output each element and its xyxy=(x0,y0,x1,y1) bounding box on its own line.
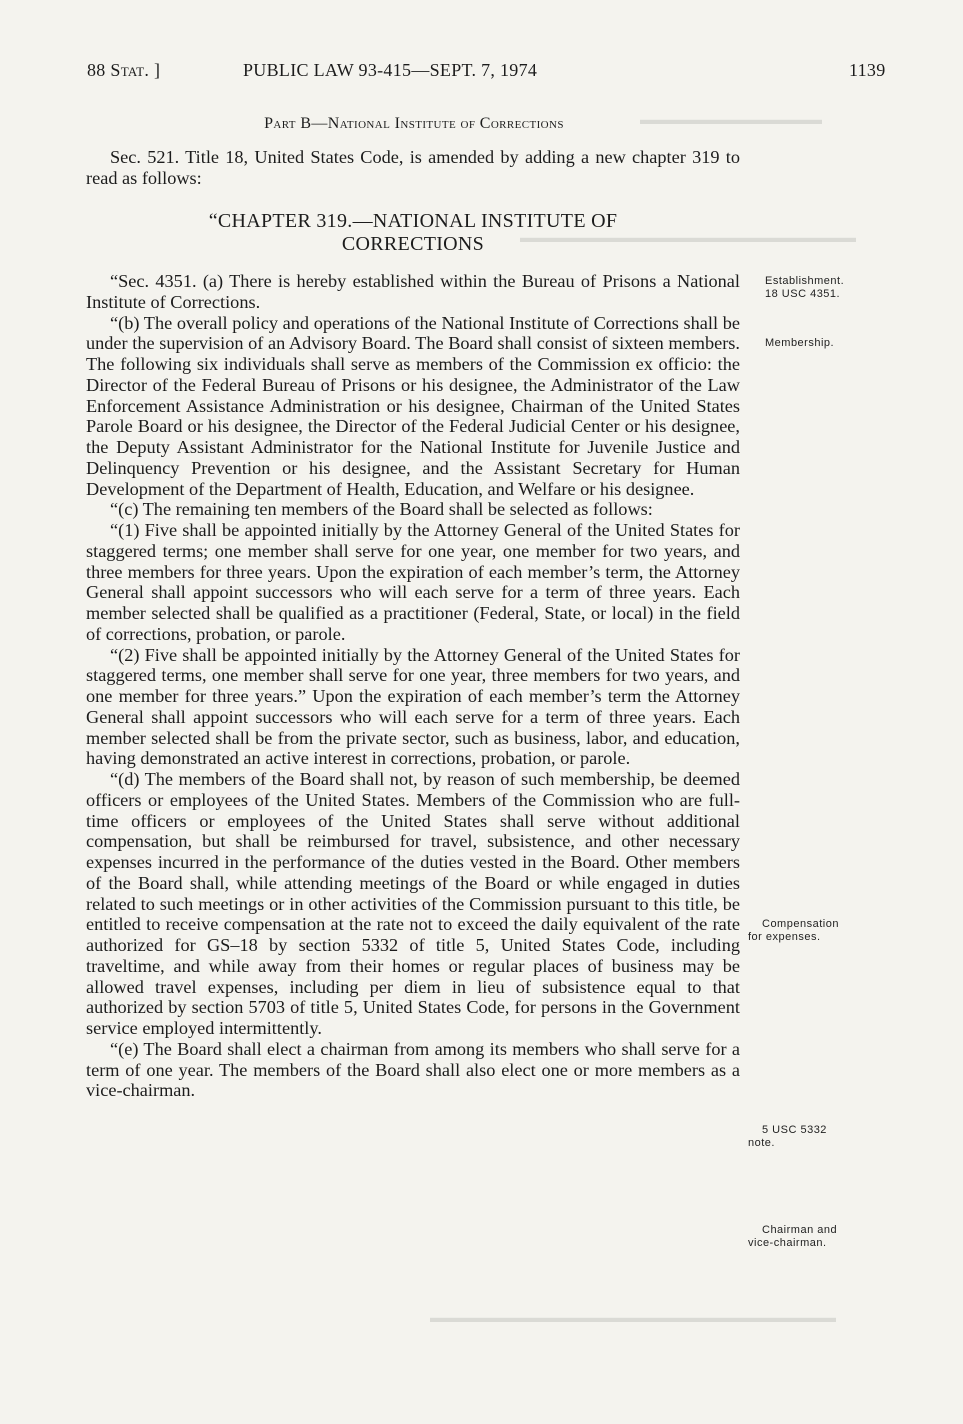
margin-note-compensation xyxy=(748,918,888,944)
chapter-heading xyxy=(86,210,740,256)
chapter-heading-line-2: CORRECTIONS xyxy=(341,233,485,255)
paragraph-c2: “(2) Five shall be appointed initially by the Attorney General of the United States for staggered terms, one member shall serve for one year, three members for two years, and one member for three years.” Upon the expiration of each member’s term the Attorney General shall appoint successors who will each serve for a term of three years. Each member selected shall be from the private sector, such as business, labor, and education, having demonstrated an active interest in corrections, probation, or parole. xyxy=(86,644,740,769)
margin-note-line: 18 USC 4351. xyxy=(765,288,841,300)
section-body xyxy=(86,271,740,1101)
statute-reference xyxy=(87,60,160,81)
paragraph-a: “Sec. 4351. (a) There is hereby established within the Bureau of Prisons a National Institute of Corrections. xyxy=(86,271,740,312)
paragraph-b: “(b) The overall policy and operations of the National Institute of Corrections shall be under the supervision of an Advisory Board. The Board shall consist of sixteen members. The following six individuals shall serve as members of the Commission ex officio: the Director of the Federal Bureau of Prisons or his designee, the Administrator of the Law Enforcement Assistance Administration or his designee, Chairman of the United States Parole Board or his designee, the Director of the Federal Judicial Center or his designee, the Deputy Assistant Administrator for the National Institute for Juvenile Justice and Delinquency Prevention or his designee, and the Assistant Secretary for Human Development of the Department of Health, Education, and Welfare or his designee. xyxy=(86,312,740,499)
section-intro: Sec. 521. Title 18, United States Code, is amended by adding a new chapter 319 to read as follows: xyxy=(86,147,740,188)
bleed-through-text: ▬▬▬▬▬▬▬▬▬▬▬▬▬▬▬▬▬▬▬▬▬▬▬▬▬▬▬▬▬ xyxy=(430,1311,836,1326)
bleed-through-text: ▬▬▬▬▬▬▬▬▬▬▬▬▬▬▬▬▬▬▬▬▬▬▬▬ xyxy=(520,231,856,246)
margin-note-usc-5332 xyxy=(748,1124,888,1150)
page-number: 1139 xyxy=(849,60,886,80)
margin-note-line: for expenses. xyxy=(748,931,821,943)
margin-note-line: Compensation xyxy=(762,918,839,930)
paragraph-d: “(d) The members of the Board shall not, by reason of such membership, be deemed officers or employees of the United States. Members of the Commission who are full-time officers or employees of the United States shall serve without additional compensation, but shall be reimbursed for travel, subsistence, and other necessary expenses incurred in the performance of the duties vested in the Board. Other members of the Board shall, while attending meetings of the Board or while engaged in duties related to such meetings or in other activities of the Commission pursuant to this title, be entitled to receive compensation at the rate not to exceed the daily equivalent of the rate authorized for GS–18 by section 5332 of title 5, United States Code, including traveltime, and while away from their homes or regular places of business may be allowed travel expenses, including per diem in lieu of subsistence equal to that authorized by section 5703 of title 5, United States Code, for persons in the Government service employed intermittently. xyxy=(86,769,740,1038)
part-title: Part B—National Institute of Corrections xyxy=(264,115,564,132)
margin-note-line: note. xyxy=(748,1137,775,1149)
chapter-heading-line-1: “CHAPTER 319.—NATIONAL INSTITUTE OF xyxy=(208,210,618,232)
margin-note-membership xyxy=(765,337,885,350)
paragraph-c1: “(1) Five shall be appointed initially by the Attorney General of the United States for staggered terms; one member shall serve for one year, one member for two years, and three members for three years. Upon the expiration of each member’s term, the Attorney General shall appoint successors who will each serve for a term of three years. Each member selected shall be qualified as a practitioner (Federal, State, or local) in the field of corrections, probation, or parole. xyxy=(86,520,740,644)
margin-note-establishment xyxy=(765,275,885,301)
margin-note-chairman xyxy=(748,1224,888,1250)
running-header-title: PUBLIC LAW 93-415—SEPT. 7, 1974 xyxy=(243,60,538,80)
statute-reference-text: 88 Stat. ] xyxy=(87,60,161,80)
margin-note-line: Chairman and xyxy=(762,1224,838,1236)
margin-note-line: Establishment. xyxy=(765,275,845,287)
bleed-through-text: ▬▬▬▬▬▬▬▬▬▬▬▬▬ xyxy=(640,113,822,128)
paragraph-e: “(e) The Board shall elect a chairman from among its members who shall serve for a term of one year. The members of the Board shall also elect one or more members as a vice-chairman. xyxy=(86,1038,740,1101)
margin-note-line: vice-chairman. xyxy=(748,1237,827,1249)
margin-note-line: 5 USC 5332 xyxy=(762,1124,827,1136)
paragraph-c: “(c) The remaining ten members of the Board shall be selected as follows: xyxy=(110,499,653,520)
margin-note-line: Membership. xyxy=(765,337,835,349)
